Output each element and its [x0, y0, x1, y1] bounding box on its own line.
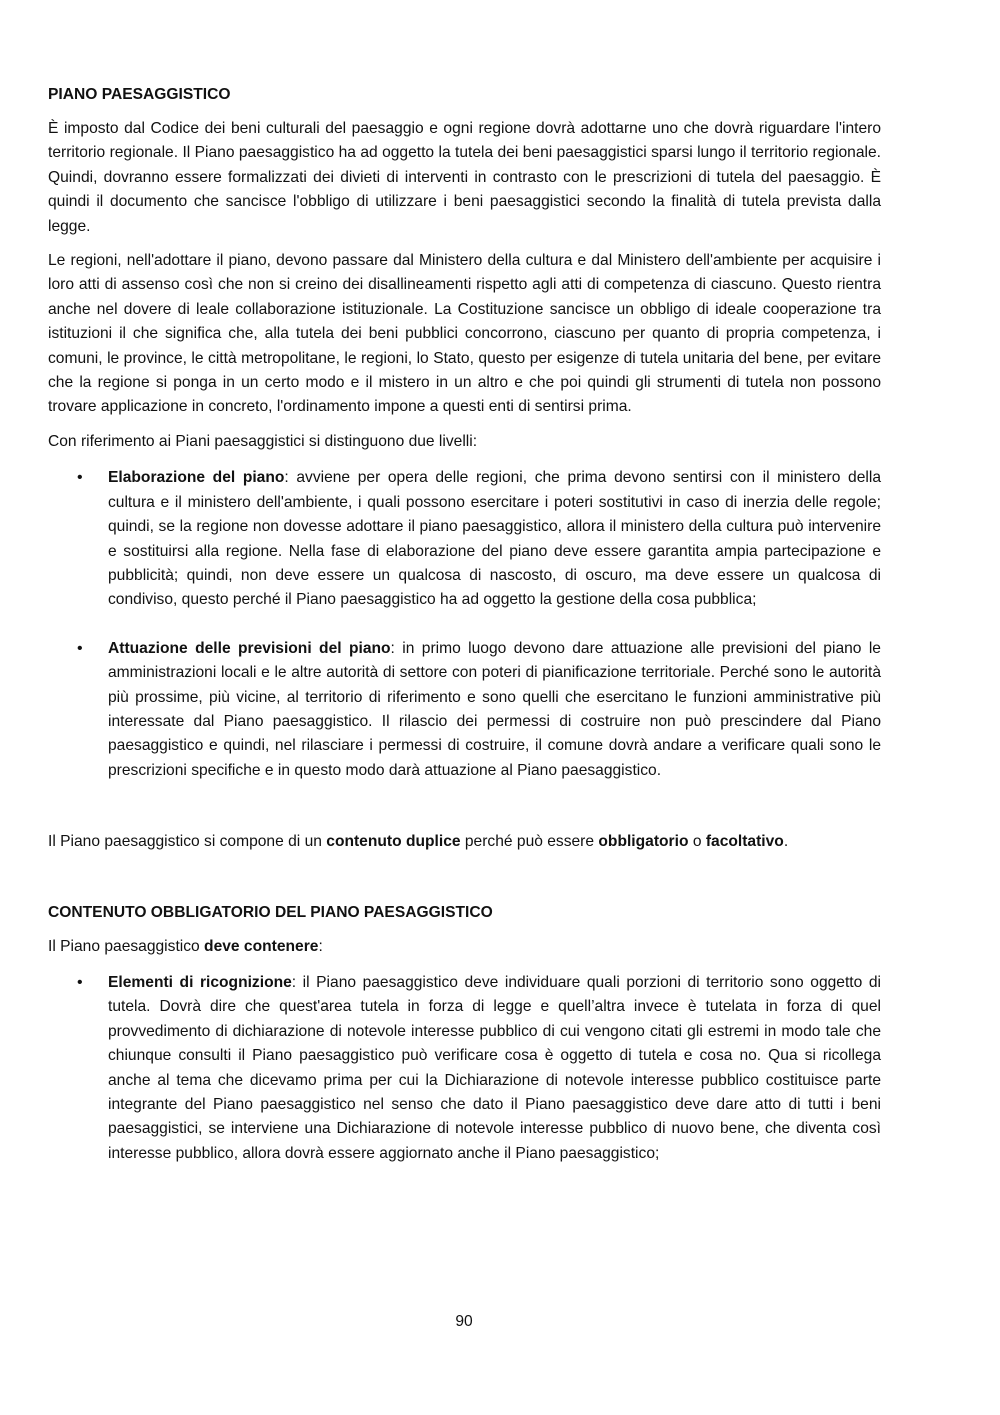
- paragraph-deve-contenere: [48, 935, 881, 959]
- bold-run: obbligatorio: [598, 833, 689, 851]
- list-item-text: : avviene per opera delle regioni, che prima devono sentirsi con il ministero della cultura e il ministero dell'ambiente, i quali possono esercitare i poteri sostitutivi in caso di inerzia delle regole; quindi, se la regione non dovesse adottare il piano paesaggistico, allora il ministero della cultura può intervenire e sostituirsi alla regione. Nella fase di elaborazione del piano deve essere garantita ampia partecipazione e pubblicità; quindi, non deve essere un qualcosa di nascosto, di oscuro, ma deve essere un qualcosa di condiviso, questo perché il Piano paesaggistico ha ad oggetto la gestione della cosa pubblica;: [108, 469, 881, 609]
- paragraph-livelli: Con riferimento ai Piani paesaggistici si distinguono due livelli:: [48, 432, 478, 450]
- list-item-text: : in primo luogo devono dare attuazione alle previsioni del piano le amministrazioni locali e le altre autorità di settore con poteri di pianificazione territoriale. Perché sono le autorità più prossime, più vicine, al territorio di riferimento e sono quelli che esercitano le funzioni amministrative più interessate dal Piano paesaggistico. Il rilascio dei permessi di costruire non può prescindere dal Piano paesaggistico e quindi, nel rilasciare i permessi di costruire, il comune dovrà andare a verificare quali sono le prescrizioni specifiche e in questo modo darà attuazione al Piano paesaggistico.: [108, 639, 881, 779]
- document-page: [48, 84, 881, 1166]
- bullet-icon: •: [77, 639, 83, 657]
- spacer: [48, 783, 881, 830]
- list-item-term: Elaborazione del piano: [108, 469, 285, 487]
- livelli-list: [48, 466, 881, 783]
- list-item-term: Attuazione delle previsioni del piano: [108, 639, 391, 657]
- text-run: :: [318, 937, 323, 955]
- paragraph-intro: È imposto dal Codice dei beni culturali del paesaggio e ogni regione dovrà adottarne uno che dovrà riguardare l'intero territorio regionale. Il Piano paesaggistico ha ad oggetto la tutela dei beni paesaggistici sparsi lungo il territorio regionale. Quindi, dovranno essere formalizzati dei divieti di interventi in contrasto con le prescrizioni di tutela del paesaggio. È quindi il documento che sancisce l'obbligo di utilizzare i beni paesaggistici secondo la finalità di tutela prevista dalla legge.: [48, 120, 881, 235]
- list-item-elaborazione: [48, 466, 881, 612]
- text-run: perché può essere: [460, 833, 599, 851]
- text-run: o: [688, 833, 706, 851]
- spacer: [48, 865, 881, 902]
- list-spacer: [48, 613, 881, 637]
- contenuto-list: [48, 971, 881, 1166]
- section-title-piano-paesaggistico: PIANO PAESAGGISTICO: [48, 86, 231, 103]
- list-item-ricognizione: [48, 971, 881, 1166]
- paragraph-regioni: Le regioni, nell'adottare il piano, devono passare dal Ministero della cultura e dal Ministero dell'ambiente per acquisire i loro atti di assenso così che non si creino dei disallineamenti rispetto agli atti di competenza di ciascuno. Questo rientra anche nel dovere di leale collaborazione istituzionale. La Costituzione sancisce un obbligo di ideale cooperazione tra istituzioni il che significa che, alla tutela dei beni pubblici concorrono, ciascuno per quanto di propria competenza, i comuni, le province, le città metropolitane, le regioni, lo Stato, questo per esigenze di tutela unitaria del bene, per evitare che la regione si ponga in un certo modo e il mistero in un altro e che poi quindi gli strumenti di tutela non possono trovare applicazione in concreto, l'ordinamento impone a questi enti di sentirsi prima.: [48, 252, 881, 416]
- bold-run: facoltativo: [705, 833, 784, 851]
- list-item-term: Elementi di ricognizione: [108, 973, 292, 991]
- text-run: .: [783, 833, 789, 851]
- list-item-attuazione: [48, 637, 881, 783]
- section-title-contenuto-obbligatorio: CONTENUTO OBBLIGATORIO DEL PIANO PAESAGGISTICO: [48, 903, 493, 921]
- bullet-icon: •: [77, 469, 83, 487]
- bold-run: contenuto duplice: [326, 833, 461, 851]
- list-item-text: : il Piano paesaggistico deve individuare quali porzioni di territorio sono oggetto di tutela. Dovrà dire che quest'area tutela in forza di legge e quell’altra invece è tutelata in forza di quel provvedimento di dichiarazione di notevole interesse pubblico di cui vengono citati gli estremi in modo tale che chiunque consulti il Piano paesaggistico può verificare cosa è oggetto di tutela e cosa no. Qua si ricollega anche al tema che dicevamo prima per cui la Dichiarazione di notevole interesse pubblico costituisce parte integrante del Piano paesaggistico nel senso che dato il Piano paesaggistico deve dare atto di tutti i beni paesaggistici, se interviene una Dichiarazione di notevole interesse pubblico di nuovo bene, che diventa così interesse pubblico, allora dovrà essere aggiornato anche il Piano paesaggistico;: [108, 973, 881, 1162]
- bullet-icon: •: [77, 973, 83, 991]
- paragraph-contenuto-duplice: [48, 830, 881, 854]
- page-number: 90: [455, 1313, 473, 1330]
- text-run: Il Piano paesaggistico si compone di un: [48, 833, 327, 851]
- text-run: Il Piano paesaggistico: [48, 937, 205, 955]
- bold-run: deve contenere: [204, 937, 319, 955]
